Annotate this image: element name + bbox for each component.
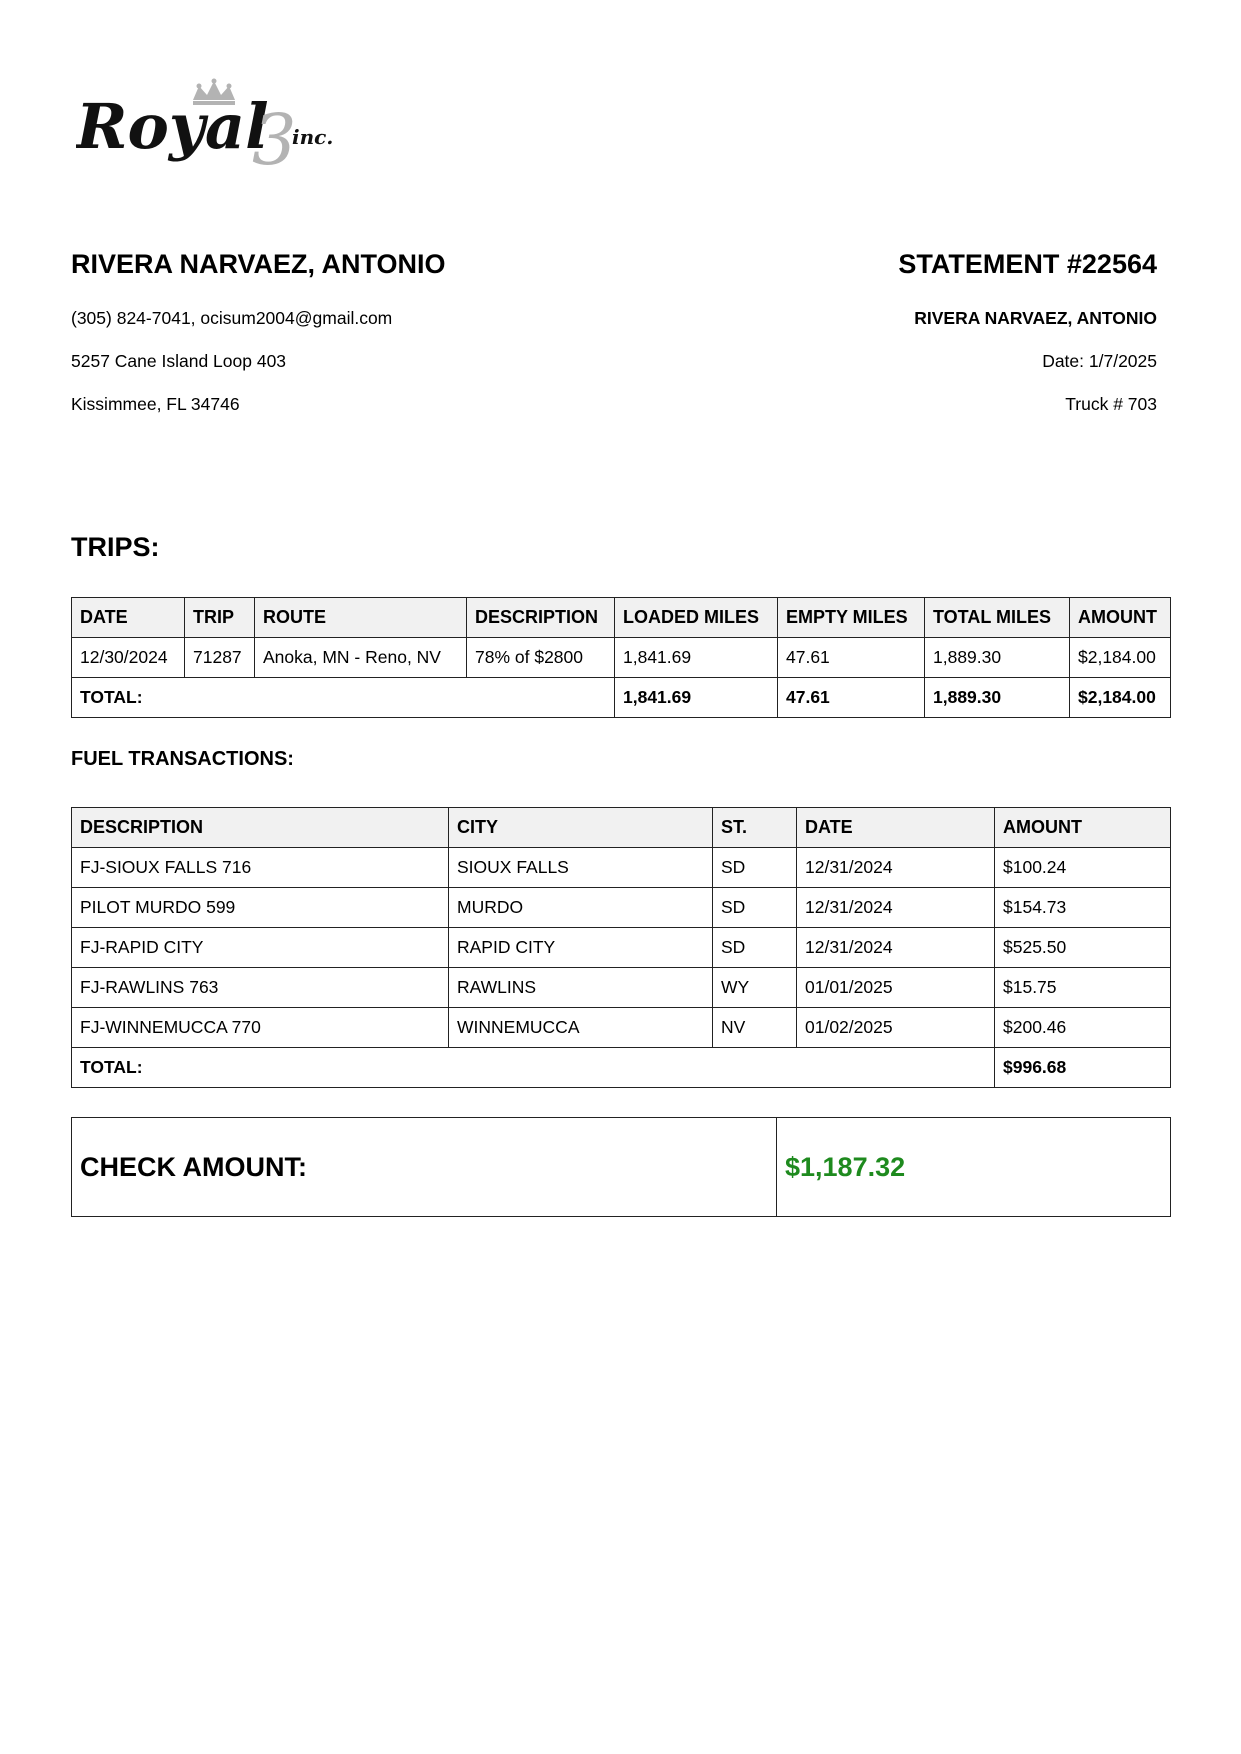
fuel-description-cell: FJ-RAWLINS 763 (72, 968, 449, 1008)
fuel-description-cell: PILOT MURDO 599 (72, 888, 449, 928)
fuel-city-cell: WINNEMUCCA (449, 1008, 713, 1048)
fuel-date-cell: 12/31/2024 (797, 888, 995, 928)
fuel-transactions-table (71, 807, 1171, 1088)
driver-contact: (305) 824-7041, ocisum2004@gmail.com (71, 308, 393, 328)
fuel-date-cell: 01/02/2025 (797, 1008, 995, 1048)
driver-address-line1: 5257 Cane Island Loop 403 (71, 351, 287, 371)
fuel-total-label: TOTAL: (72, 1048, 995, 1088)
table-row (72, 968, 1171, 1008)
table-row (72, 928, 1171, 968)
fuel-city-cell: SIOUX FALLS (449, 848, 713, 888)
driver-name-heading: RIVERA NARVAEZ, ANTONIO (71, 249, 446, 279)
column-header-amount: AMOUNT (995, 808, 1171, 848)
fuel-description-cell: FJ-RAPID CITY (72, 928, 449, 968)
fuel-state-cell: WY (713, 968, 797, 1008)
fuel-amount-cell: $200.46 (995, 1008, 1171, 1048)
trip-number-cell: 71287 (185, 638, 255, 678)
trips-total-empty-miles: 47.61 (778, 678, 925, 718)
trip-total-miles-cell: 1,889.30 (925, 638, 1070, 678)
column-header-date: DATE (72, 598, 185, 638)
driver-address-line2: Kissimmee, FL 34746 (71, 394, 240, 414)
trip-loaded-miles-cell: 1,841.69 (615, 638, 778, 678)
check-amount-value: $1,187.32 (777, 1118, 1171, 1217)
trip-empty-miles-cell: 47.61 (778, 638, 925, 678)
trips-total-row (72, 678, 1171, 718)
fuel-header-row (72, 808, 1171, 848)
svg-text:Royal: Royal (76, 90, 269, 163)
fuel-state-cell: SD (713, 848, 797, 888)
column-header-description: DESCRIPTION (72, 808, 449, 848)
fuel-amount-cell: $525.50 (995, 928, 1171, 968)
table-row (72, 888, 1171, 928)
column-header-city: CITY (449, 808, 713, 848)
fuel-description-cell: FJ-WINNEMUCCA 770 (72, 1008, 449, 1048)
fuel-city-cell: RAWLINS (449, 968, 713, 1008)
trip-description-cell: 78% of $2800 (467, 638, 615, 678)
fuel-state-cell: SD (713, 888, 797, 928)
table-row (72, 1008, 1171, 1048)
fuel-total-amount: $996.68 (995, 1048, 1171, 1088)
check-amount-label: CHECK AMOUNT: (72, 1118, 777, 1217)
trips-total-label: TOTAL: (72, 678, 615, 718)
fuel-date-cell: 12/31/2024 (797, 848, 995, 888)
column-header-trip: TRIP (185, 598, 255, 638)
fuel-amount-cell: $100.24 (995, 848, 1171, 888)
column-header-route: ROUTE (255, 598, 467, 638)
trip-route-cell: Anoka, MN - Reno, NV (255, 638, 467, 678)
fuel-description-cell: FJ-SIOUX FALLS 716 (72, 848, 449, 888)
column-header-empty-miles: EMPTY MILES (778, 598, 925, 638)
trips-total-loaded-miles: 1,841.69 (615, 678, 778, 718)
statement-number-heading: STATEMENT #22564 (898, 249, 1157, 279)
statement-date: Date: 1/7/2025 (1042, 351, 1157, 371)
column-header-total-miles: TOTAL MILES (925, 598, 1070, 638)
trips-total-amount: $2,184.00 (1070, 678, 1171, 718)
column-header-amount: AMOUNT (1070, 598, 1171, 638)
fuel-date-cell: 12/31/2024 (797, 928, 995, 968)
trips-section-title: TRIPS: (71, 532, 160, 562)
trip-amount-cell: $2,184.00 (1070, 638, 1171, 678)
truck-number: Truck # 703 (1065, 394, 1157, 414)
trip-date-cell: 12/30/2024 (72, 638, 185, 678)
fuel-amount-cell: $154.73 (995, 888, 1171, 928)
column-header-state: ST. (713, 808, 797, 848)
fuel-section-title: FUEL TRANSACTIONS: (71, 748, 294, 770)
company-logo (76, 78, 376, 190)
table-row (72, 638, 1171, 678)
trips-total-miles: 1,889.30 (925, 678, 1070, 718)
svg-text:3: 3 (252, 99, 297, 181)
column-header-date: DATE (797, 808, 995, 848)
fuel-city-cell: RAPID CITY (449, 928, 713, 968)
fuel-amount-cell: $15.75 (995, 968, 1171, 1008)
fuel-total-row (72, 1048, 1171, 1088)
fuel-state-cell: SD (713, 928, 797, 968)
column-header-description: DESCRIPTION (467, 598, 615, 638)
column-header-loaded-miles: LOADED MILES (615, 598, 778, 638)
statement-driver-name: RIVERA NARVAEZ, ANTONIO (914, 308, 1157, 328)
check-amount-box (71, 1117, 1171, 1217)
fuel-state-cell: NV (713, 1008, 797, 1048)
table-row (72, 848, 1171, 888)
fuel-city-cell: MURDO (449, 888, 713, 928)
svg-text:inc.: inc. (292, 125, 334, 149)
trips-header-row (72, 598, 1171, 638)
fuel-date-cell: 01/01/2025 (797, 968, 995, 1008)
trips-table (71, 597, 1171, 718)
